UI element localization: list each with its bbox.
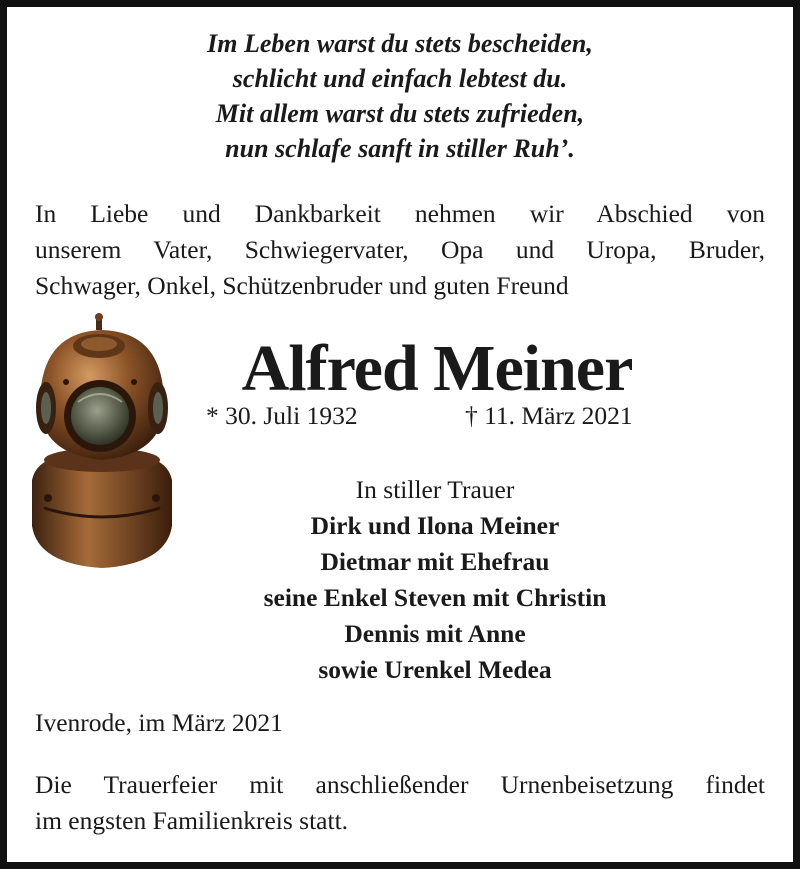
place-and-date: Ivenrode, im März 2021 [35,708,283,737]
diving-helmet-icon [26,312,178,578]
intro-line: In Liebe und Dankbarkeit nehmen wir Abschied von [35,199,765,228]
ceremony-line: Die Trauerfeier mit anschließender Urnenbeisetzung findet [35,770,765,799]
farewell-intro [35,196,765,304]
mourner-name: seine Enkel Steven mit Christin [263,583,607,612]
intro-line: unserem Vater, Schwiegervater, Opa und Uropa, Bruder, [35,235,765,264]
intro-line: Schwager, Onkel, Schützenbruder und guten Freund [35,271,569,300]
mourners-list [200,472,670,688]
poem-line: schlicht und einfach lebtest du. [232,64,568,93]
ceremony-notice [35,767,765,839]
mourner-name: Dirk und Ilona Meiner [310,511,560,540]
mourner-name: sowie Urenkel Medea [318,655,552,684]
mourner-name: Dennis mit Anne [344,619,526,648]
mourner-name: Dietmar mit Ehefrau [320,547,550,576]
poem-line: nun schlafe sanft in stiller Ruh’. [225,134,575,163]
death-date: † 11. März 2021 [465,401,633,430]
ceremony-line: im engsten Familienkreis statt. [35,806,349,835]
birth-date: * 30. Juli 1932 [206,401,358,430]
mourning-heading: In stiller Trauer [355,475,515,504]
poem-line: Im Leben warst du stets bescheiden, [207,29,593,58]
memorial-poem [0,26,800,166]
poem-line: Mit allem warst du stets zufrieden, [215,99,585,128]
deceased-name: Alfred Meiner [241,332,633,405]
